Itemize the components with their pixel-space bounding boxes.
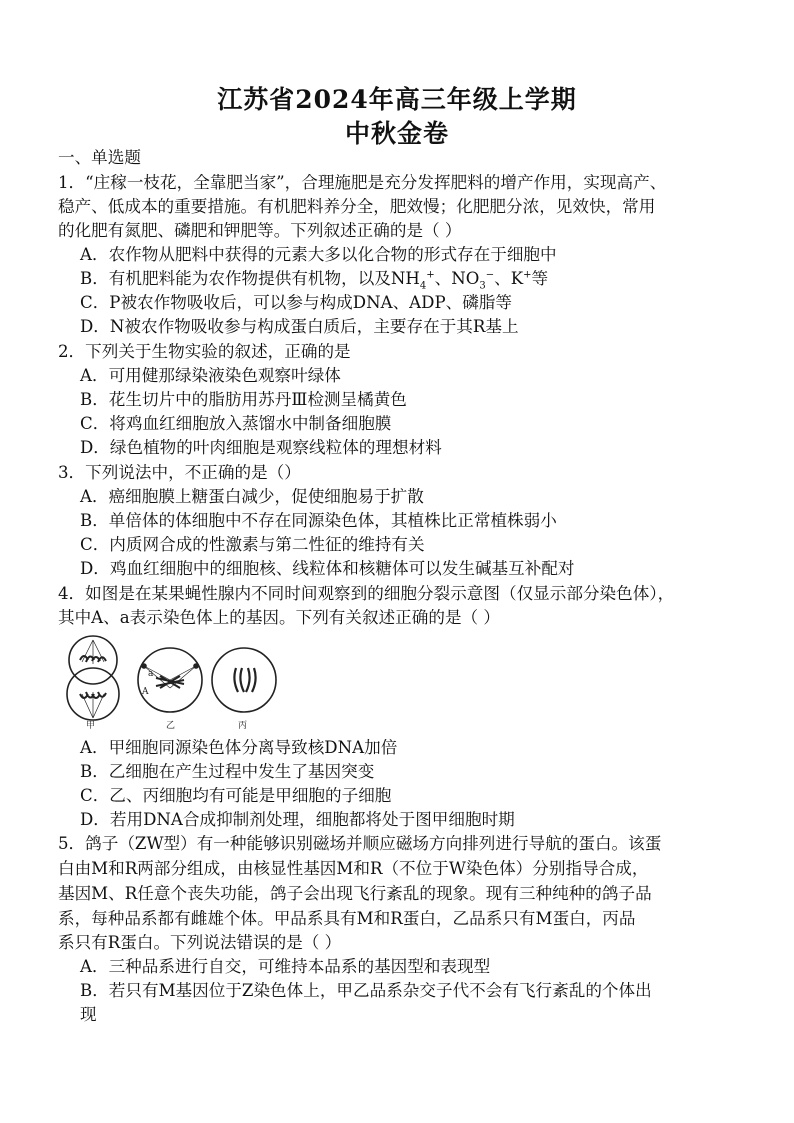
- cell-bing: [212, 648, 276, 712]
- q3-option-c: C．内质网合成的性激素与第二性征的维持有关: [80, 535, 425, 554]
- q1-option-b-text-2: 、NO: [434, 269, 480, 288]
- q1-option-b-text-3: 、K: [494, 269, 524, 288]
- q1-option-b-text: B．有机肥料能为农作物提供有机物，以及NH: [80, 269, 420, 288]
- q1-option-b: [80, 267, 548, 291]
- q2-option-a: A．可用健那绿染液染色观察叶绿体: [80, 366, 341, 385]
- q1-stem-line2: 稳产、低成本的重要措施。有机肥料养分全，肥效慢；化肥肥分浓，见效快，常用: [58, 197, 656, 216]
- q5-stem-line5: 系只有R蛋白。下列说法错误的是（ ）: [58, 933, 342, 952]
- q1-stem-line1: 1．“庄稼一枝花，全靠肥当家”，合理施肥是充分发挥肥料的增产作用，实现高产、: [58, 173, 667, 192]
- cell-jia: [67, 636, 119, 720]
- q2-option-b: B．花生切片中的脂肪用苏丹Ⅲ检测呈橘黄色: [80, 390, 407, 409]
- q2-stem: 2．下列关于生物实验的叙述，正确的是: [58, 342, 351, 361]
- nh4-charge: +: [426, 269, 435, 281]
- q5-stem-line3: 基因M、R任意个丧失功能，鸽子会出现飞行紊乱的现象。现有三种纯种的鸽子品: [58, 884, 652, 903]
- q2-option-d: D．绿色植物的叶肉细胞是观察线粒体的理想材料: [80, 438, 442, 457]
- q3-option-a: A．癌细胞膜上糖蛋白减少，促使细胞易于扩散: [80, 487, 424, 506]
- q1-option-c: C．P被农作物吸收后，可以参与构成DNA、ADP、磷脂等: [80, 293, 512, 312]
- q5-option-a: A．三种品系进行自交，可维持本品系的基因型和表现型: [80, 957, 491, 976]
- q4-option-b: B．乙细胞在产生过程中发生了基因突变: [80, 762, 375, 781]
- q1-option-d: D．N被农作物吸收参与构成蛋白质后，主要存在于其R基上: [80, 317, 519, 336]
- figure-label-yi: 乙: [166, 721, 176, 731]
- exam-title: 江苏省2024年高三年级上学期: [217, 85, 577, 114]
- q4-option-c: C．乙、丙细胞均有可能是甲细胞的子细胞: [80, 786, 392, 805]
- q3-option-d: D．鸡血红细胞中的细胞核、线粒体和核糖体可以发生碱基互补配对: [80, 559, 575, 578]
- no3-subscript: 3: [479, 280, 486, 292]
- figure-label-jia: 甲: [86, 721, 96, 731]
- section-heading: 一、单选题: [58, 148, 141, 167]
- q1-option-b-text-4: 等: [531, 269, 549, 288]
- q4-stem-line2: 其中A、a表示染色体上的基因。下列有关叙述正确的是（ ）: [58, 608, 500, 627]
- exam-subtitle: 中秋金卷: [344, 119, 449, 148]
- k-charge: +: [523, 269, 532, 281]
- gene-label-a: a: [148, 669, 154, 679]
- nh4-subscript: 4: [419, 280, 427, 292]
- cell-division-diagram: [60, 632, 290, 732]
- q5-option-b: B．若只有M基因位于Z染色体上，甲乙品系杂交子代不会有飞行紊乱的个体出: [80, 981, 652, 1000]
- q5-stem-line1: 5．鸽子（ZW型）有一种能够识别磁场并顺应磁场方向排列进行导航的蛋白。该蛋: [58, 834, 662, 853]
- q2-option-c: C．将鸡血红细胞放入蒸馏水中制备细胞膜: [80, 414, 392, 433]
- no3-charge: −: [485, 269, 495, 281]
- figure-label-bing: 丙: [238, 721, 248, 731]
- q4-option-d: D．若用DNA合成抑制剂处理，细胞都将处于图甲细胞时期: [80, 810, 515, 829]
- q5-stem-line4: 系，每种品系都有雌雄个体。甲品系具有M和R蛋白，乙品系只有M蛋白，丙品: [58, 909, 636, 928]
- gene-label-A: A: [142, 687, 149, 697]
- q5-stem-line2: 白由M和R两部分组成，由核显性基因M和R（不位于W染色体）分别指导合成，: [58, 859, 649, 878]
- q3-stem: 3．下列说法中，不正确的是（）: [58, 463, 301, 482]
- q1-stem-line3: 的化肥有氮肥、磷肥和钾肥等。下列叙述正确的是（ ）: [58, 221, 462, 240]
- cell-division-figure: [60, 632, 290, 732]
- q1-option-a: A．农作物从肥料中获得的元素大多以化合物的形式存在于细胞中: [80, 245, 557, 264]
- q4-stem-line1: 4．如图是在某果蝇性腺内不同时间观察到的细胞分裂示意图（仅显示部分染色体），: [58, 584, 675, 603]
- q4-option-a: A．甲细胞同源染色体分离导致核DNA加倍: [80, 738, 398, 757]
- q3-option-b: B．单倍体的体细胞中不存在同源染色体，其植株比正常植株弱小: [80, 511, 557, 530]
- q5-option-b-cont: 现: [80, 1005, 97, 1024]
- cell-yi: [138, 648, 202, 712]
